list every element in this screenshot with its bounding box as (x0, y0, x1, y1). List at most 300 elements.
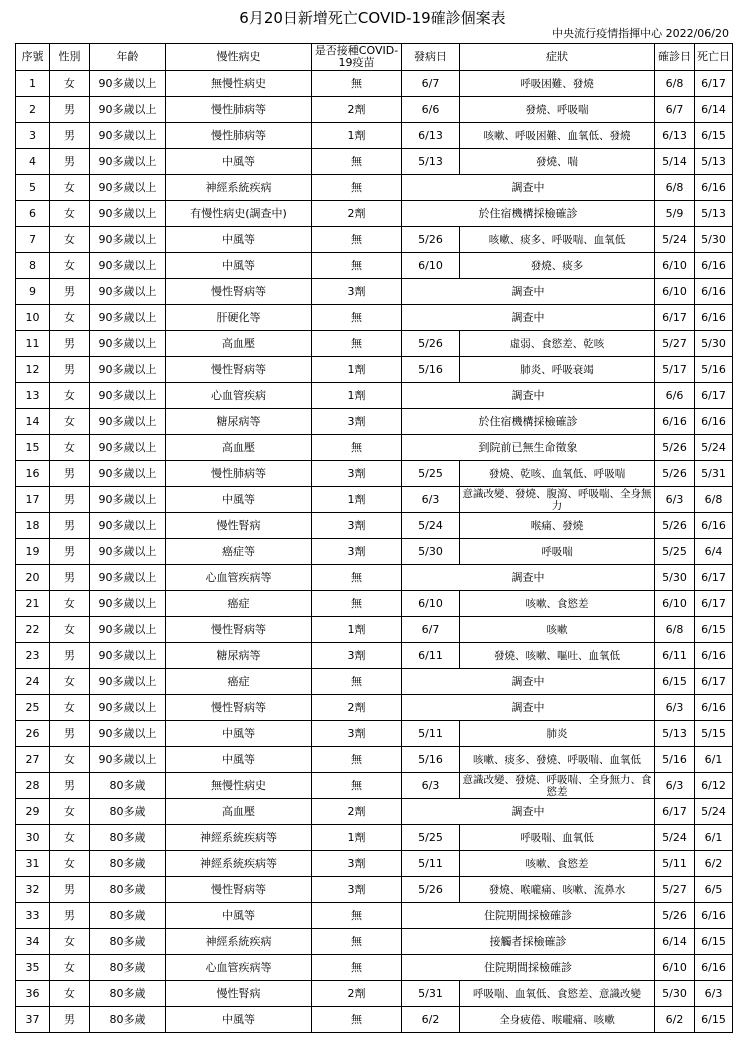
cell-confirm: 6/3 (655, 695, 695, 721)
cell-vaccine: 無 (312, 929, 402, 955)
cell-confirm: 5/26 (655, 435, 695, 461)
header-symptom: 症狀 (460, 44, 655, 71)
cell-no: 25 (16, 695, 50, 721)
cell-death: 6/14 (695, 97, 733, 123)
cell-age: 80多歲 (90, 825, 166, 851)
cell-death: 6/17 (695, 591, 733, 617)
cell-confirm: 5/26 (655, 513, 695, 539)
table-row (16, 331, 733, 357)
cell-confirm: 5/27 (655, 331, 695, 357)
cell-confirm: 5/30 (655, 981, 695, 1007)
cell-vaccine: 無 (312, 565, 402, 591)
cell-history: 慢性腎病等 (166, 695, 312, 721)
cell-death: 6/16 (695, 955, 733, 981)
cell-onset: 6/10 (402, 591, 460, 617)
cell-vaccine: 1劑 (312, 487, 402, 513)
cell-confirm: 5/14 (655, 149, 695, 175)
cell-death: 6/16 (695, 305, 733, 331)
cell-death: 6/16 (695, 175, 733, 201)
cell-no: 18 (16, 513, 50, 539)
cell-no: 30 (16, 825, 50, 851)
cell-death: 5/15 (695, 721, 733, 747)
cell-symptom: 意識改變、發燒、腹瀉、呼吸喘、全身無力 (460, 487, 655, 513)
cell-confirm: 6/10 (655, 955, 695, 981)
cell-vaccine: 無 (312, 149, 402, 175)
cell-merged-status: 到院前已無生命徵象 (402, 435, 655, 461)
cell-confirm: 6/2 (655, 1007, 695, 1033)
header-history: 慢性病史 (166, 44, 312, 71)
cell-death: 5/13 (695, 149, 733, 175)
table-row (16, 851, 733, 877)
cell-vaccine: 無 (312, 71, 402, 97)
cell-confirm: 6/10 (655, 591, 695, 617)
cell-no: 15 (16, 435, 50, 461)
cell-sex: 女 (50, 695, 90, 721)
cell-sex: 女 (50, 383, 90, 409)
header-death: 死亡日 (695, 44, 733, 71)
cell-confirm: 5/25 (655, 539, 695, 565)
cell-no: 33 (16, 903, 50, 929)
cell-sex: 男 (50, 877, 90, 903)
table-row (16, 929, 733, 955)
cell-onset: 6/11 (402, 643, 460, 669)
cell-death: 6/16 (695, 695, 733, 721)
cell-symptom: 呼吸困難、發燒 (460, 71, 655, 97)
cell-merged-status: 於住宿機構採檢確診 (402, 409, 655, 435)
table-row (16, 747, 733, 773)
cell-sex: 男 (50, 149, 90, 175)
cell-confirm: 6/8 (655, 71, 695, 97)
cell-death: 6/8 (695, 487, 733, 513)
cell-vaccine: 無 (312, 435, 402, 461)
cell-confirm: 6/15 (655, 669, 695, 695)
cell-onset: 5/13 (402, 149, 460, 175)
cell-age: 90多歲以上 (90, 669, 166, 695)
table-row (16, 981, 733, 1007)
cell-history: 慢性肺病等 (166, 461, 312, 487)
cell-age: 90多歲以上 (90, 617, 166, 643)
cell-age: 90多歲以上 (90, 305, 166, 331)
cell-age: 90多歲以上 (90, 721, 166, 747)
cell-death: 5/31 (695, 461, 733, 487)
cell-age: 80多歲 (90, 981, 166, 1007)
cell-history: 慢性腎病 (166, 513, 312, 539)
cell-onset: 6/13 (402, 123, 460, 149)
cell-no: 35 (16, 955, 50, 981)
cell-no: 19 (16, 539, 50, 565)
cell-sex: 女 (50, 227, 90, 253)
cell-symptom: 全身疲倦、喉嚨痛、咳嗽 (460, 1007, 655, 1033)
cell-onset: 6/7 (402, 71, 460, 97)
cell-death: 6/16 (695, 409, 733, 435)
cell-history: 慢性腎病等 (166, 357, 312, 383)
cell-no: 11 (16, 331, 50, 357)
cell-confirm: 6/3 (655, 487, 695, 513)
cell-confirm: 5/26 (655, 903, 695, 929)
table-row (16, 955, 733, 981)
table-row (16, 305, 733, 331)
cell-age: 90多歲以上 (90, 539, 166, 565)
cell-sex: 女 (50, 409, 90, 435)
cell-onset: 6/7 (402, 617, 460, 643)
cell-death: 6/1 (695, 825, 733, 851)
table-row (16, 773, 733, 799)
cell-age: 90多歲以上 (90, 149, 166, 175)
table-row (16, 383, 733, 409)
cell-merged-status: 調查中 (402, 799, 655, 825)
cell-no: 1 (16, 71, 50, 97)
cell-confirm: 6/17 (655, 305, 695, 331)
cell-death: 6/17 (695, 383, 733, 409)
cell-sex: 女 (50, 617, 90, 643)
cell-onset: 5/26 (402, 877, 460, 903)
cell-sex: 男 (50, 357, 90, 383)
cell-death: 5/24 (695, 435, 733, 461)
cell-confirm: 6/6 (655, 383, 695, 409)
cell-symptom: 咳嗽、食慾差 (460, 591, 655, 617)
cell-death: 6/1 (695, 747, 733, 773)
cell-history: 中風等 (166, 747, 312, 773)
cell-confirm: 5/11 (655, 851, 695, 877)
cell-vaccine: 3劑 (312, 643, 402, 669)
cell-confirm: 5/24 (655, 227, 695, 253)
cell-no: 34 (16, 929, 50, 955)
cell-sex: 女 (50, 305, 90, 331)
cell-vaccine: 2劑 (312, 201, 402, 227)
cell-symptom: 呼吸喘、血氧低、食慾差、意識改變 (460, 981, 655, 1007)
cell-merged-status: 調查中 (402, 305, 655, 331)
cell-death: 6/3 (695, 981, 733, 1007)
cell-age: 80多歲 (90, 1007, 166, 1033)
cell-no: 2 (16, 97, 50, 123)
cell-history: 中風等 (166, 487, 312, 513)
table-row (16, 279, 733, 305)
cell-sex: 男 (50, 331, 90, 357)
cell-confirm: 5/17 (655, 357, 695, 383)
cell-death: 5/16 (695, 357, 733, 383)
cell-no: 24 (16, 669, 50, 695)
cell-death: 6/16 (695, 903, 733, 929)
cell-sex: 男 (50, 903, 90, 929)
cell-sex: 女 (50, 929, 90, 955)
cell-symptom: 意識改變、發燒、呼吸喘、全身無力、食慾差 (460, 773, 655, 799)
cell-no: 3 (16, 123, 50, 149)
cell-symptom: 發燒、喉嚨痛、咳嗽、流鼻水 (460, 877, 655, 903)
cell-death: 6/5 (695, 877, 733, 903)
cell-vaccine: 無 (312, 773, 402, 799)
cell-onset: 5/31 (402, 981, 460, 1007)
cell-sex: 男 (50, 643, 90, 669)
cell-onset: 5/26 (402, 331, 460, 357)
cell-onset: 5/11 (402, 721, 460, 747)
cell-history: 中風等 (166, 149, 312, 175)
cell-confirm: 5/26 (655, 461, 695, 487)
table-row (16, 149, 733, 175)
cell-history: 無慢性病史 (166, 71, 312, 97)
cell-age: 80多歲 (90, 799, 166, 825)
cell-death: 6/16 (695, 643, 733, 669)
cell-merged-status: 調查中 (402, 565, 655, 591)
cell-age: 90多歲以上 (90, 513, 166, 539)
cell-no: 6 (16, 201, 50, 227)
cell-death: 6/12 (695, 773, 733, 799)
case-table (15, 43, 733, 1033)
cell-age: 90多歲以上 (90, 201, 166, 227)
cell-sex: 女 (50, 825, 90, 851)
cell-vaccine: 無 (312, 669, 402, 695)
cell-death: 6/16 (695, 279, 733, 305)
table-row (16, 409, 733, 435)
cell-age: 90多歲以上 (90, 123, 166, 149)
cell-age: 90多歲以上 (90, 175, 166, 201)
cell-no: 37 (16, 1007, 50, 1033)
cell-sex: 男 (50, 487, 90, 513)
cell-history: 中風等 (166, 253, 312, 279)
cell-age: 90多歲以上 (90, 71, 166, 97)
cell-vaccine: 1劑 (312, 825, 402, 851)
table-row (16, 175, 733, 201)
cell-age: 80多歲 (90, 903, 166, 929)
cell-no: 8 (16, 253, 50, 279)
cell-sex: 女 (50, 799, 90, 825)
cell-symptom: 咳嗽、呼吸困難、血氧低、發燒 (460, 123, 655, 149)
cell-death: 6/17 (695, 565, 733, 591)
cell-confirm: 6/17 (655, 799, 695, 825)
cell-history: 癌症等 (166, 539, 312, 565)
cell-age: 90多歲以上 (90, 487, 166, 513)
cell-age: 90多歲以上 (90, 565, 166, 591)
cell-confirm: 6/11 (655, 643, 695, 669)
cell-history: 中風等 (166, 1007, 312, 1033)
cell-history: 中風等 (166, 227, 312, 253)
cell-sex: 女 (50, 981, 90, 1007)
cell-no: 22 (16, 617, 50, 643)
cell-no: 28 (16, 773, 50, 799)
cell-sex: 女 (50, 747, 90, 773)
table-row (16, 71, 733, 97)
table-row (16, 721, 733, 747)
cell-vaccine: 無 (312, 903, 402, 929)
table-row (16, 695, 733, 721)
cell-merged-status: 調查中 (402, 383, 655, 409)
cell-vaccine: 無 (312, 227, 402, 253)
cell-history: 肝硬化等 (166, 305, 312, 331)
table-row (16, 1007, 733, 1033)
cell-history: 高血壓 (166, 799, 312, 825)
cell-merged-status: 調查中 (402, 279, 655, 305)
cell-death: 6/15 (695, 617, 733, 643)
cell-history: 心血管疾病等 (166, 565, 312, 591)
cell-onset: 6/6 (402, 97, 460, 123)
cell-no: 10 (16, 305, 50, 331)
cell-death: 6/4 (695, 539, 733, 565)
table-row (16, 253, 733, 279)
cell-age: 80多歲 (90, 955, 166, 981)
cell-symptom: 呼吸喘 (460, 539, 655, 565)
cell-death: 6/2 (695, 851, 733, 877)
table-row (16, 539, 733, 565)
cell-vaccine: 無 (312, 591, 402, 617)
cell-history: 糖尿病等 (166, 643, 312, 669)
cell-no: 21 (16, 591, 50, 617)
cell-age: 80多歲 (90, 877, 166, 903)
cell-age: 90多歲以上 (90, 695, 166, 721)
cell-symptom: 咳嗽 (460, 617, 655, 643)
cell-vaccine: 1劑 (312, 383, 402, 409)
cell-onset: 5/25 (402, 461, 460, 487)
table-row (16, 357, 733, 383)
cell-merged-status: 接觸者採檢確診 (402, 929, 655, 955)
cell-no: 26 (16, 721, 50, 747)
cell-sex: 男 (50, 565, 90, 591)
cell-confirm: 6/13 (655, 123, 695, 149)
header-no: 序號 (16, 44, 50, 71)
table-body (16, 71, 733, 1033)
cell-sex: 女 (50, 71, 90, 97)
cell-history: 中風等 (166, 903, 312, 929)
cell-history: 慢性肺病等 (166, 123, 312, 149)
cell-confirm: 6/8 (655, 617, 695, 643)
cell-history: 神經系統疾病等 (166, 825, 312, 851)
cell-onset: 5/16 (402, 357, 460, 383)
cell-vaccine: 2劑 (312, 981, 402, 1007)
cell-death: 5/13 (695, 201, 733, 227)
cell-age: 90多歲以上 (90, 97, 166, 123)
cell-age: 90多歲以上 (90, 331, 166, 357)
cell-confirm: 6/8 (655, 175, 695, 201)
cell-vaccine: 3劑 (312, 279, 402, 305)
cell-history: 慢性腎病等 (166, 279, 312, 305)
cell-age: 90多歲以上 (90, 461, 166, 487)
cell-no: 9 (16, 279, 50, 305)
cell-sex: 男 (50, 97, 90, 123)
cell-symptom: 肺炎、呼吸衰竭 (460, 357, 655, 383)
cell-death: 6/17 (695, 71, 733, 97)
header-vaccine: 是否接種COVID-19疫苗 (312, 44, 402, 71)
cell-no: 13 (16, 383, 50, 409)
cell-history: 癌症 (166, 669, 312, 695)
cell-no: 14 (16, 409, 50, 435)
cell-age: 80多歲 (90, 773, 166, 799)
cell-history: 慢性腎病等 (166, 877, 312, 903)
cell-symptom: 咳嗽、食慾差 (460, 851, 655, 877)
cell-age: 90多歲以上 (90, 591, 166, 617)
cell-no: 27 (16, 747, 50, 773)
cell-symptom: 咳嗽、痰多、發燒、呼吸喘、血氧低 (460, 747, 655, 773)
cell-vaccine: 無 (312, 305, 402, 331)
cell-no: 31 (16, 851, 50, 877)
table-row (16, 903, 733, 929)
cell-no: 17 (16, 487, 50, 513)
cell-confirm: 5/13 (655, 721, 695, 747)
cell-onset: 5/25 (402, 825, 460, 851)
cell-no: 4 (16, 149, 50, 175)
cell-no: 16 (16, 461, 50, 487)
cell-sex: 男 (50, 461, 90, 487)
cell-confirm: 5/30 (655, 565, 695, 591)
cell-confirm: 6/7 (655, 97, 695, 123)
page-title: 6月20日新增死亡COVID-19確診個案表 (239, 9, 506, 27)
table-row (16, 201, 733, 227)
cell-death: 6/15 (695, 929, 733, 955)
cell-vaccine: 無 (312, 1007, 402, 1033)
cell-death: 6/17 (695, 669, 733, 695)
cell-history: 有慢性病史(調查中) (166, 201, 312, 227)
cell-vaccine: 3劑 (312, 539, 402, 565)
cell-confirm: 6/10 (655, 279, 695, 305)
table-header-row (16, 44, 733, 71)
table-row (16, 227, 733, 253)
table-row (16, 617, 733, 643)
table-row (16, 825, 733, 851)
cell-symptom: 肺炎 (460, 721, 655, 747)
table-row (16, 487, 733, 513)
cell-death: 6/15 (695, 1007, 733, 1033)
cell-onset: 5/16 (402, 747, 460, 773)
cell-age: 90多歲以上 (90, 253, 166, 279)
cell-sex: 女 (50, 591, 90, 617)
cell-history: 慢性肺病等 (166, 97, 312, 123)
cell-vaccine: 3劑 (312, 513, 402, 539)
table-row (16, 799, 733, 825)
table-row (16, 123, 733, 149)
cell-merged-status: 住院期間採檢確診 (402, 955, 655, 981)
cell-history: 心血管疾病等 (166, 955, 312, 981)
cell-sex: 女 (50, 955, 90, 981)
table-row (16, 97, 733, 123)
cell-onset: 6/2 (402, 1007, 460, 1033)
cell-history: 無慢性病史 (166, 773, 312, 799)
header-onset: 發病日 (402, 44, 460, 71)
table-row (16, 513, 733, 539)
cell-symptom: 發燒、喘 (460, 149, 655, 175)
cell-history: 高血壓 (166, 331, 312, 357)
cell-death: 6/15 (695, 123, 733, 149)
cell-merged-status: 調查中 (402, 695, 655, 721)
cell-symptom: 咳嗽、痰多、呼吸喘、血氧低 (460, 227, 655, 253)
table-row (16, 643, 733, 669)
cell-sex: 男 (50, 123, 90, 149)
cell-age: 90多歲以上 (90, 383, 166, 409)
source-date: 中央流行疫情指揮中心 2022/06/20 (552, 27, 729, 40)
cell-vaccine: 無 (312, 253, 402, 279)
cell-symptom: 發燒、咳嗽、嘔吐、血氧低 (460, 643, 655, 669)
cell-vaccine: 1劑 (312, 617, 402, 643)
cell-death: 5/30 (695, 227, 733, 253)
cell-vaccine: 1劑 (312, 123, 402, 149)
cell-confirm: 6/14 (655, 929, 695, 955)
cell-age: 90多歲以上 (90, 435, 166, 461)
cell-age: 80多歲 (90, 851, 166, 877)
cell-no: 32 (16, 877, 50, 903)
cell-confirm: 5/9 (655, 201, 695, 227)
cell-confirm: 5/16 (655, 747, 695, 773)
cell-sex: 男 (50, 1007, 90, 1033)
cell-history: 神經系統疾病 (166, 929, 312, 955)
cell-age: 90多歲以上 (90, 747, 166, 773)
cell-onset: 5/24 (402, 513, 460, 539)
cell-age: 90多歲以上 (90, 357, 166, 383)
cell-vaccine: 無 (312, 175, 402, 201)
cell-onset: 6/3 (402, 487, 460, 513)
cell-symptom: 虛弱、食慾差、乾咳 (460, 331, 655, 357)
cell-age: 80多歲 (90, 929, 166, 955)
header-sex: 性別 (50, 44, 90, 71)
cell-death: 6/16 (695, 513, 733, 539)
cell-history: 心血管疾病 (166, 383, 312, 409)
cell-symptom: 呼吸喘、血氧低 (460, 825, 655, 851)
cell-sex: 女 (50, 201, 90, 227)
